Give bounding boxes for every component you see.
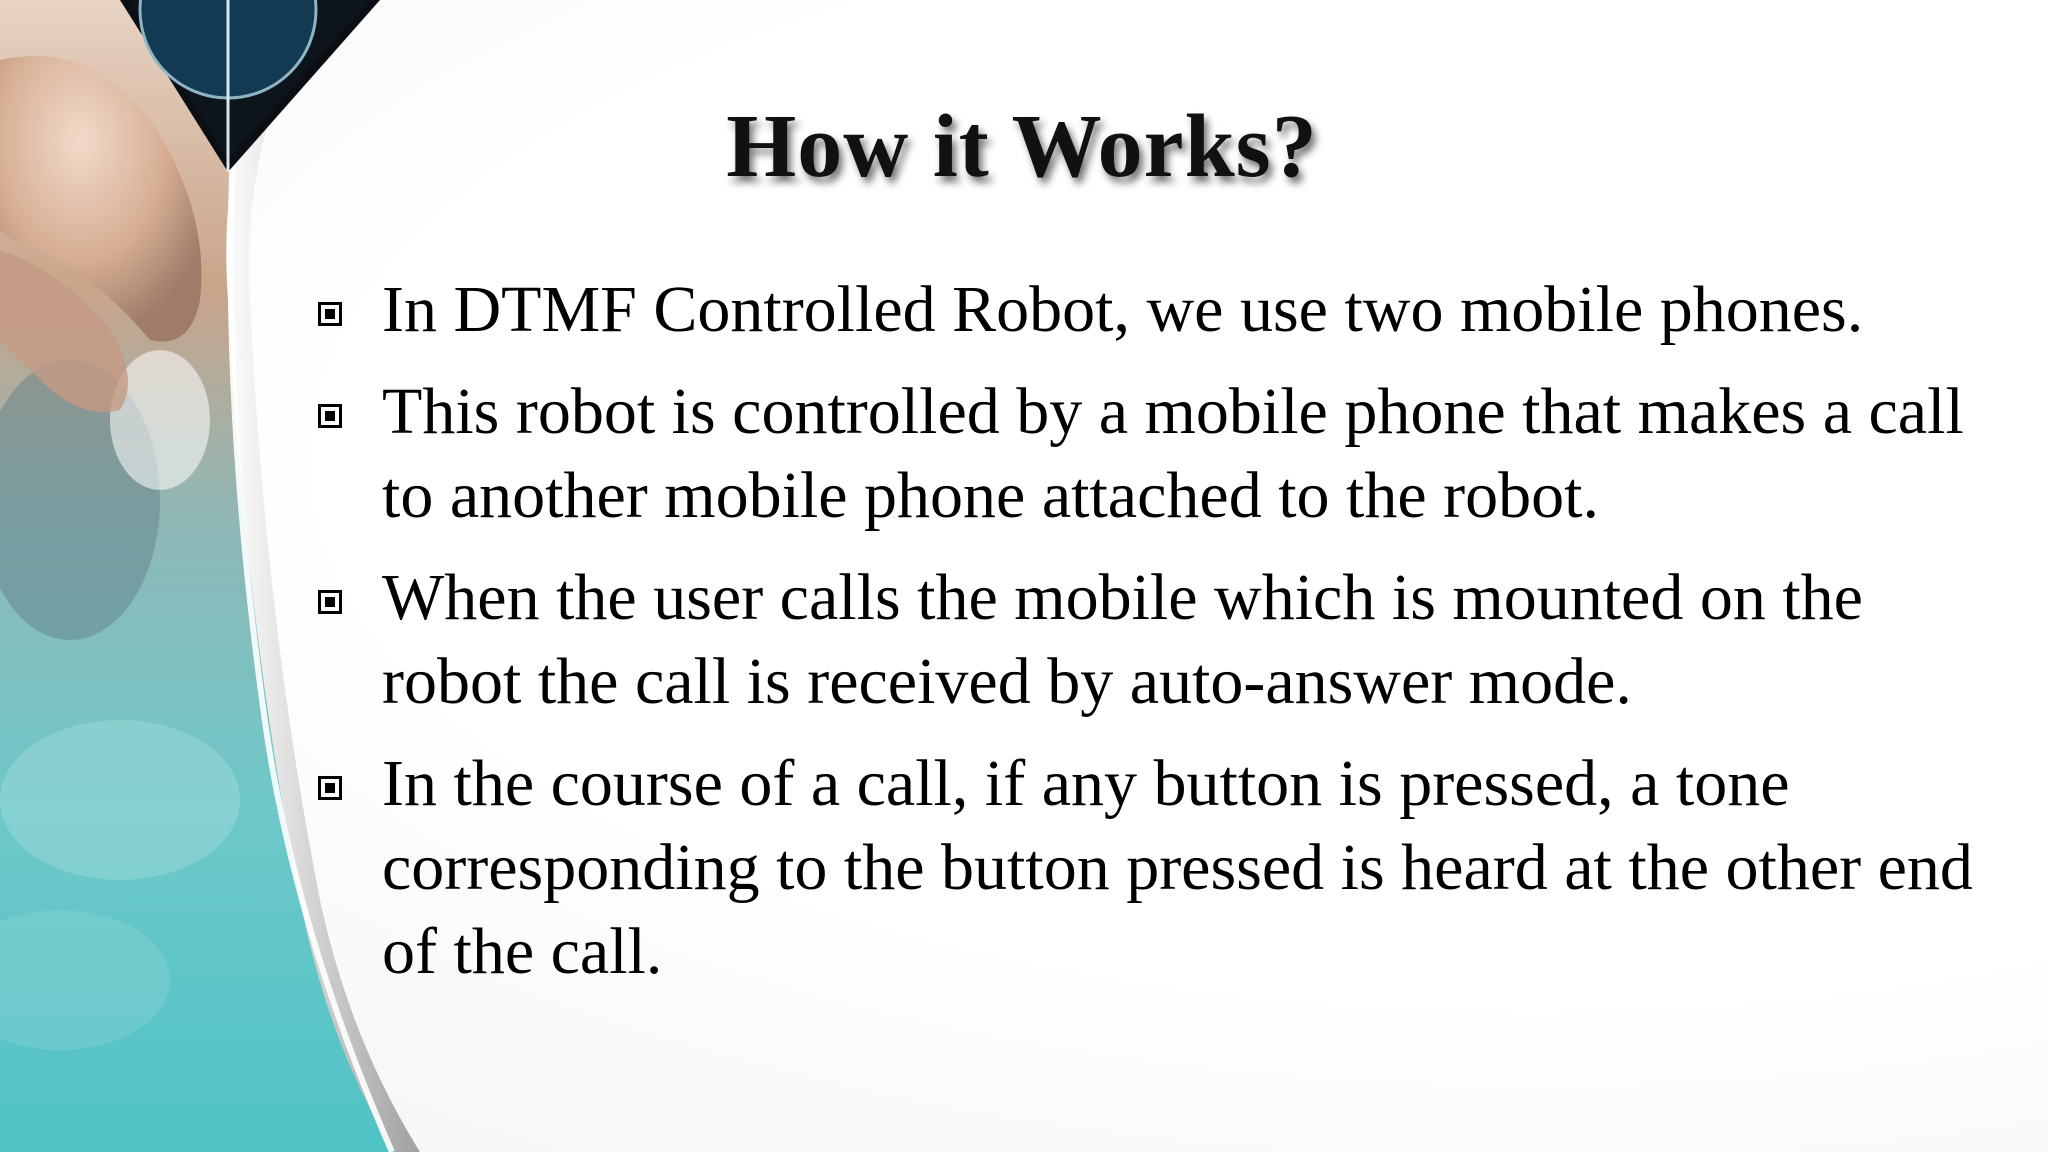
bullet-text: In the course of a call, if any button is pressed, a tone corresponding to the button pressed is heard at the other end of the call. bbox=[382, 747, 1973, 988]
bullet-item bbox=[318, 370, 2008, 538]
bullet-text: In DTMF Controlled Robot, we use two mobile phones. bbox=[382, 273, 1864, 346]
bullet-list bbox=[318, 268, 2008, 1012]
boxed-square-bullet-icon bbox=[318, 590, 342, 614]
bullet-item bbox=[318, 556, 2008, 724]
bullet-item bbox=[318, 742, 2008, 994]
slide-title-text: How it Works? bbox=[726, 97, 1318, 196]
bullet-item bbox=[318, 268, 2008, 352]
bullet-text: This robot is controlled by a mobile phone that makes a call to another mobile phone attached to the robot. bbox=[382, 375, 1964, 532]
boxed-square-bullet-icon bbox=[318, 404, 342, 428]
bullet-text: When the user calls the mobile which is mounted on the robot the call is received by auto-answer mode. bbox=[382, 561, 1863, 718]
boxed-square-bullet-icon bbox=[318, 776, 342, 800]
slide-title bbox=[0, 92, 2048, 202]
boxed-square-bullet-icon bbox=[318, 302, 342, 326]
